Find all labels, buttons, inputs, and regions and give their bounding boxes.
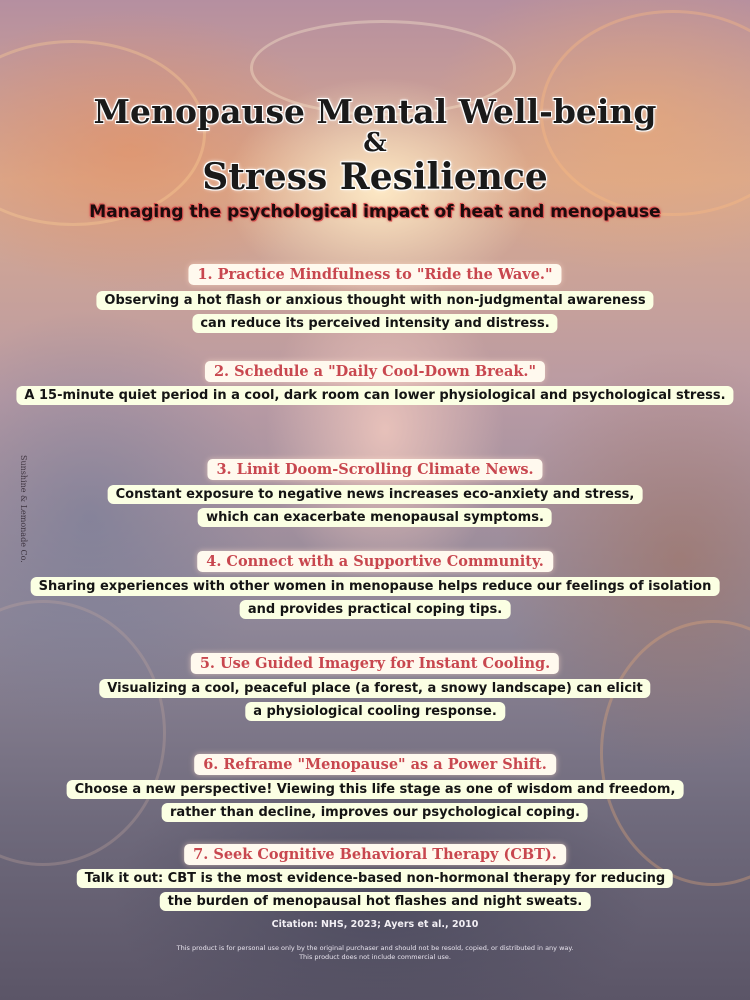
tip-4-line-2: and provides practical coping tips.: [240, 600, 510, 619]
decorative-swirl: [600, 620, 750, 886]
tip-3-line-2: which can exacerbate menopausal symptoms.: [198, 508, 552, 527]
tip-6-body: [67, 778, 684, 824]
tip-1-title: 1. Practice Mindfulness to "Ride the Wave.": [188, 264, 561, 285]
tip-2-body: [16, 384, 733, 407]
tip-7-line-1: Talk it out: CBT is the most evidence-based non-hormonal therapy for reducing: [77, 869, 673, 888]
artist-signature: Sunshine & Lemonade Co.: [19, 455, 28, 563]
tip-7-line-2: the burden of menopausal hot flashes and night sweats.: [160, 892, 591, 911]
title-line-2: Stress Resilience: [202, 156, 548, 198]
title-ampersand: &: [363, 128, 387, 158]
tip-4-line-1: Sharing experiences with other women in menopause helps reduce our feelings of isolation: [31, 577, 720, 596]
tip-5-body: [99, 677, 650, 723]
disclaimer: This product is for personal use only by the original purchaser and should not be resold, copied, or distributed in any way. This product does not include commercial use.: [176, 944, 574, 961]
tip-5-line-2: a physiological cooling response.: [245, 702, 505, 721]
tip-1-line-1: Observing a hot flash or anxious thought with non-judgmental awareness: [96, 291, 653, 310]
tip-1-body: [96, 289, 653, 335]
tip-2-line-1: A 15-minute quiet period in a cool, dark room can lower physiological and psychological stress.: [16, 386, 733, 405]
tip-4-body: [31, 575, 720, 621]
tip-6-title: 6. Reframe "Menopause" as a Power Shift.: [194, 754, 556, 775]
tip-1-line-2: can reduce its perceived intensity and distress.: [192, 314, 557, 333]
decorative-swirl: [0, 600, 166, 866]
tip-7-title: 7. Seek Cognitive Behavioral Therapy (CBT).: [184, 844, 566, 865]
tip-7-body: [77, 867, 673, 913]
tip-3-body: [108, 483, 643, 529]
tip-6-line-1: Choose a new perspective! Viewing this life stage as one of wisdom and freedom,: [67, 780, 684, 799]
tip-5-title: 5. Use Guided Imagery for Instant Cooling.: [191, 653, 559, 674]
tip-3-title: 3. Limit Doom-Scrolling Climate News.: [207, 459, 542, 480]
tip-3-line-1: Constant exposure to negative news increases eco-anxiety and stress,: [108, 485, 643, 504]
title-line-1: Menopause Mental Well-being: [93, 92, 657, 131]
tip-6-line-2: rather than decline, improves our psychological coping.: [162, 803, 588, 822]
subtitle: Managing the psychological impact of heat and menopause: [89, 202, 661, 222]
citation: Citation: NHS, 2023; Ayers et al., 2010: [271, 919, 479, 930]
tip-2-title: 2. Schedule a "Daily Cool-Down Break.": [205, 361, 545, 382]
tip-5-line-1: Visualizing a cool, peaceful place (a forest, a snowy landscape) can elicit: [99, 679, 650, 698]
tip-4-title: 4. Connect with a Supportive Community.: [197, 551, 553, 572]
